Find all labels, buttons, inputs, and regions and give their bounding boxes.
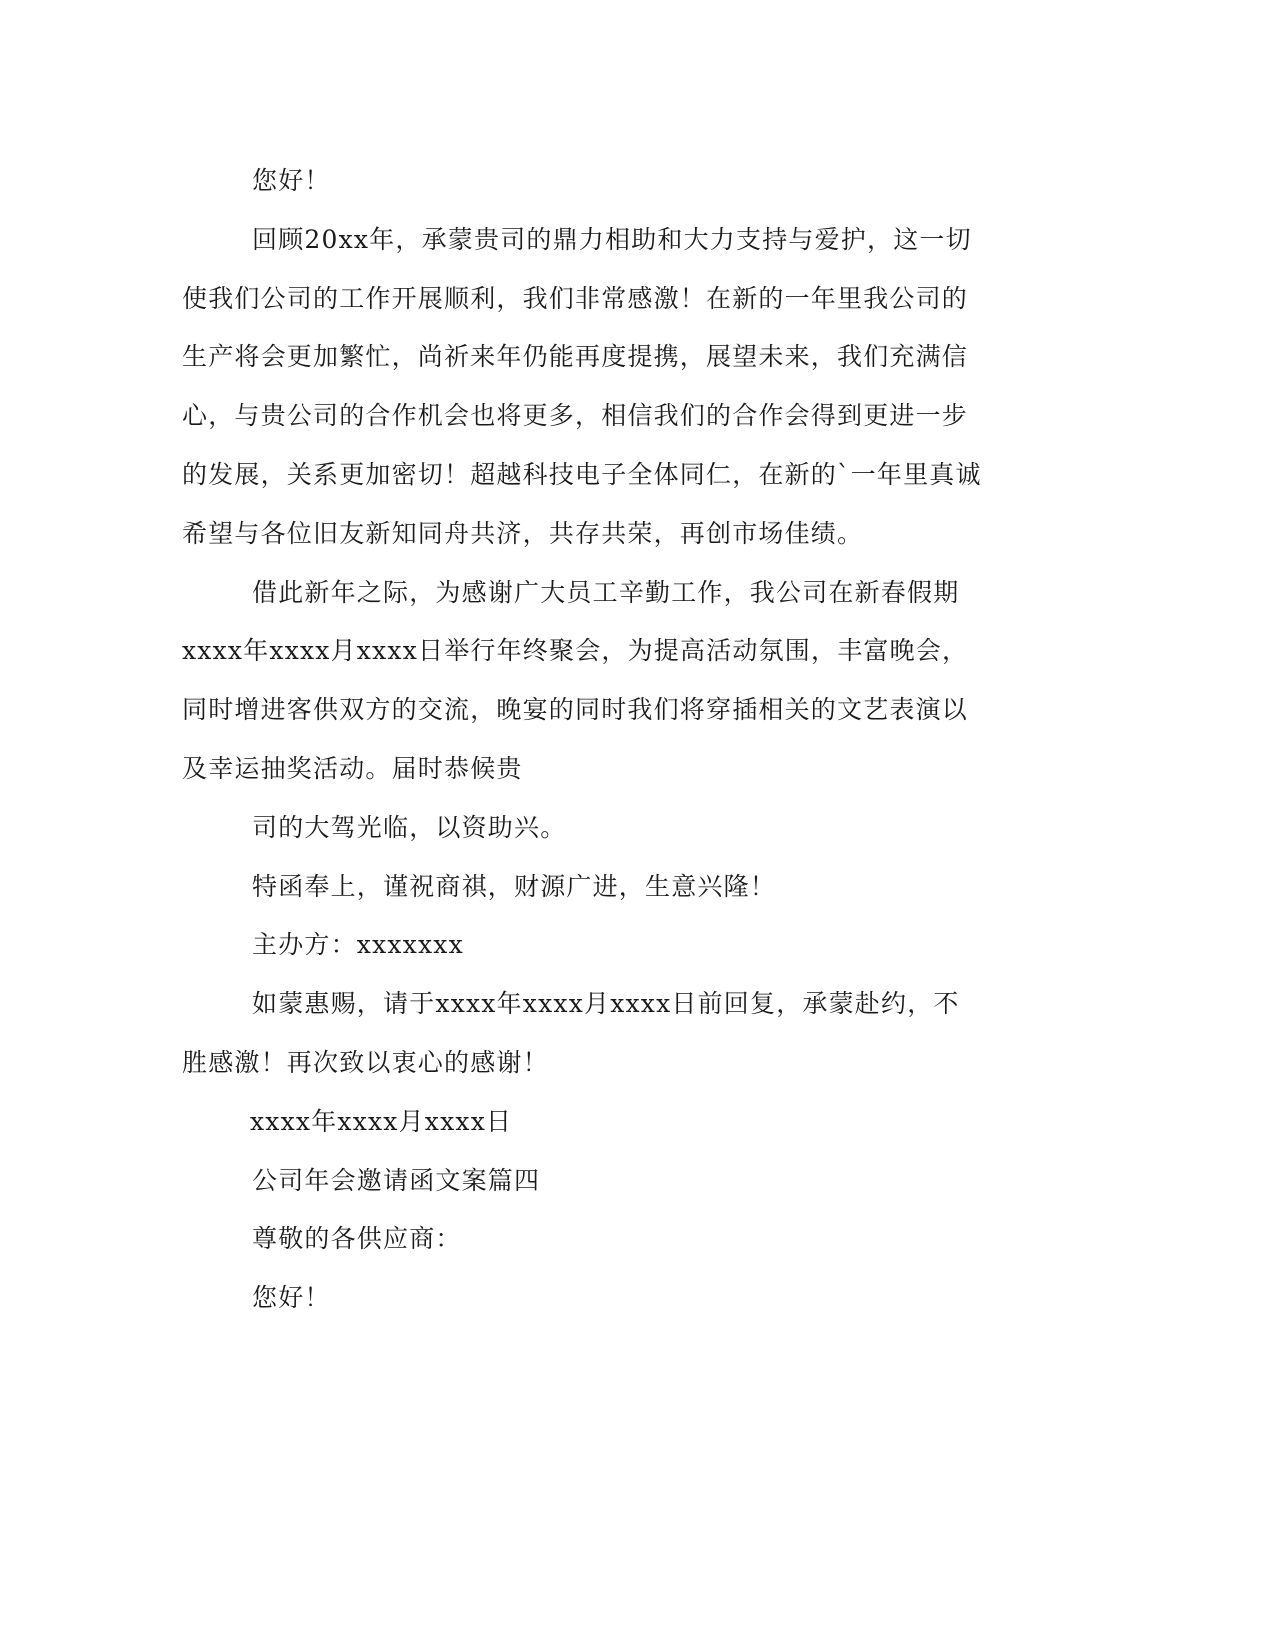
paragraph-1-line-1: 回顾20xx年，承蒙贵司的鼎力相助和大力支持与爱护，这一切 bbox=[252, 224, 972, 254]
paragraph-1-line-4: 心，与贵公司的合作机会也将更多，相信我们的合作会得到更进一步 bbox=[182, 401, 969, 431]
greeting-line-2: 您好！ bbox=[252, 1283, 331, 1313]
paragraph-3-line: 司的大驾光临，以资助兴。 bbox=[252, 812, 567, 842]
section-heading: 公司年会邀请函文案篇四 bbox=[252, 1165, 541, 1195]
paragraph-2-line-2: xxxx年xxxx月xxxx日举行年终聚会，为提高活动氛围，丰富晚会， bbox=[182, 636, 969, 666]
paragraph-1-line-6: 希望与各位旧友新知同舟共济，共存共荣，再创市场佳绩。 bbox=[182, 518, 864, 548]
paragraph-2-line-1: 借此新年之际，为感谢广大员工辛勤工作，我公司在新春假期 bbox=[252, 577, 960, 607]
date-line: xxxx年xxxx月xxxx日 bbox=[250, 1106, 513, 1136]
paragraph-1-line-5: 的发展，关系更加密切！超越科技电子全体同仁，在新的`一年里真诚 bbox=[182, 459, 982, 489]
rsvp-line-2: 胜感激！再次致以衷心的感谢！ bbox=[182, 1047, 549, 1077]
greeting-line: 您好！ bbox=[252, 166, 331, 195]
closing-wishes-line: 特函奉上，谨祝商祺，财源广进，生意兴隆！ bbox=[252, 871, 777, 901]
paragraph-1-line-3: 生产将会更加繁忙，尚祈来年仍能再度提携，展望未来，我们充满信 bbox=[182, 342, 969, 372]
rsvp-line-1: 如蒙惠赐，请于xxxx年xxxx月xxxx日前回复，承蒙赴约，不 bbox=[252, 989, 960, 1019]
paragraph-2-line-3: 同时增进客供双方的交流，晚宴的同时我们将穿插相关的文艺表演以 bbox=[182, 695, 969, 725]
organizer-line: 主办方：xxxxxxx bbox=[252, 930, 464, 960]
paragraph-2-line-4: 及幸运抽奖活动。届时恭候贵 bbox=[182, 753, 523, 783]
paragraph-1-line-2: 使我们公司的工作开展顺利，我们非常感激！在新的一年里我公司的 bbox=[182, 283, 969, 313]
salutation-line: 尊敬的各供应商： bbox=[252, 1224, 462, 1254]
document-body bbox=[182, 152, 1022, 1328]
